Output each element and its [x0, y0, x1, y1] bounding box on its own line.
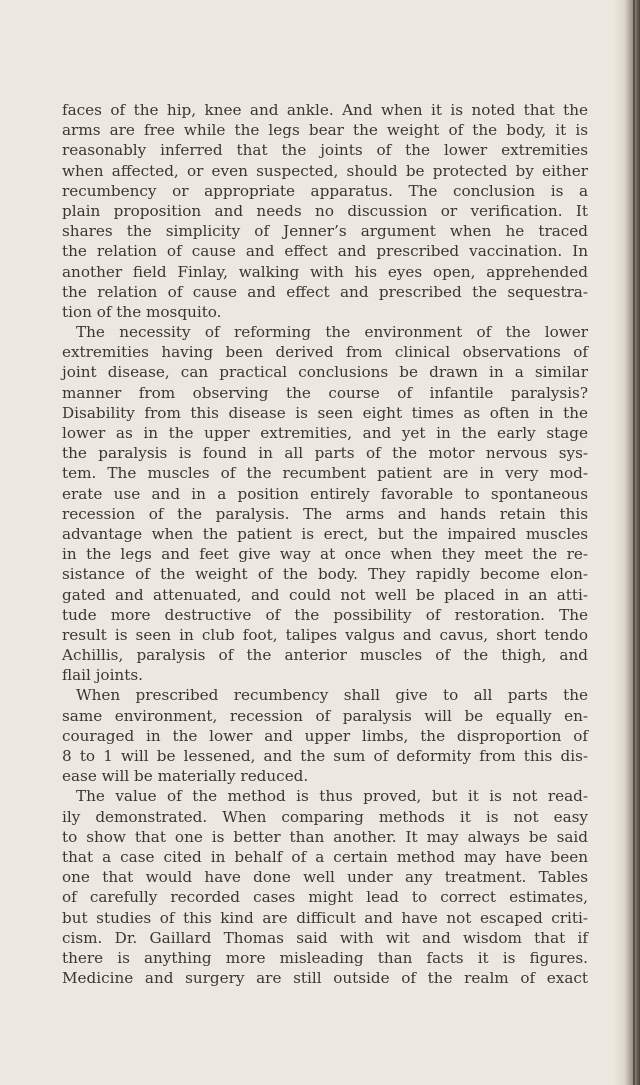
- text-line: cism. Dr. Gaillard Thomas said with wit and wisdom that if: [62, 928, 588, 947]
- text-line: tem. The muscles of the recumbent patient are in very mod-: [62, 464, 588, 483]
- text-line: flail joints.: [62, 666, 143, 685]
- text-line: ily demonstrated. When comparing methods it is not easy: [62, 807, 588, 826]
- text-line: recession of the paralysis. The arms and hands retain this: [62, 504, 588, 523]
- text-line: 8 to 1 will be lessened, and the sum of deformity from this dis-: [62, 747, 588, 765]
- text-line: ease will be materially reduced.: [62, 767, 309, 786]
- text-line: arms are free while the legs bear the weight of the body, it is: [62, 121, 588, 140]
- binding-edge-shadow: [614, 0, 640, 1085]
- text-line: The necessity of reforming the environment of the lower: [76, 323, 588, 342]
- text-line: when affected, or even suspected, should be protected by either: [62, 161, 588, 180]
- text-line: Medicine and surgery are still outside of the realm of exact: [62, 969, 588, 988]
- text-line: one that would have done well under any treatment. Tables: [62, 868, 588, 887]
- text-line: of carefully recorded cases might lead to correct estimates,: [62, 888, 588, 907]
- text-line: Achillis, paralysis of the anterior muscles of the thigh, and: [62, 646, 588, 665]
- text-line: tude more destructive of the possibility of restoration. The: [62, 605, 588, 624]
- text-line: Disability from this disease is seen eight times as often in the: [62, 403, 588, 422]
- text-line: shares the simplicity of Jenner’s argument when he traced: [62, 222, 588, 241]
- text-line: but studies of this kind are difficult and have not escaped criti-: [62, 908, 588, 927]
- binding-edge-line: [633, 0, 635, 1085]
- text-line: the relation of cause and effect and prescribed the sequestra-: [62, 282, 588, 301]
- text-line: another field Finlay, walking with his eyes open, apprehended: [62, 262, 588, 281]
- text-line: When prescribed recumbency shall give to all parts the: [76, 686, 588, 705]
- text-line: gated and attenuated, and could not well be placed in an atti-: [62, 585, 588, 604]
- text-line: couraged in the lower and upper limbs, the disproportion of: [62, 726, 588, 745]
- text-line: extremities having been derived from clinical observations of: [62, 343, 588, 362]
- text-line: result is seen in club foot, talipes valgus and cavus, short tendo: [62, 625, 588, 644]
- text-line: recumbency or appropriate apparatus. The conclusion is a: [62, 181, 588, 200]
- text-line: the relation of cause and effect and prescribed vaccination. In: [62, 242, 588, 261]
- text-line: reasonably inferred that the joints of the lower extremities: [62, 141, 588, 160]
- text-line: the paralysis is found in all parts of the motor nervous sys-: [62, 444, 588, 463]
- text-line: The value of the method is thus proved, but it is not read-: [76, 787, 588, 806]
- text-line: in the legs and feet give way at once when they meet the re-: [62, 545, 588, 564]
- text-line: tion of the mosquito.: [62, 302, 222, 321]
- text-line: erate use and in a position entirely favorable to spontaneous: [62, 484, 588, 503]
- text-line: plain proposition and needs no discussion or verification. It: [62, 201, 588, 220]
- text-line: there is anything more misleading than facts it is figures.: [62, 948, 588, 967]
- text-line: that a case cited in behalf of a certain method may have been: [62, 847, 588, 866]
- text-line: manner from observing the course of infantile paralysis?: [62, 383, 588, 402]
- text-line: joint disease, can practical conclusions be drawn in a similar: [62, 363, 588, 382]
- body-text: [62, 100, 588, 988]
- text-line: to show that one is better than another. It may always be said: [62, 827, 588, 846]
- text-line: same environment, recession of paralysis will be equally en-: [62, 706, 588, 725]
- text-line: lower as in the upper extremities, and yet in the early stage: [62, 424, 588, 442]
- text-line: sistance of the weight of the body. They rapidly become elon-: [62, 565, 588, 584]
- text-line: faces of the hip, knee and ankle. And when it is noted that the: [62, 101, 588, 119]
- text-line: advantage when the patient is erect, but the impaired muscles: [62, 524, 588, 543]
